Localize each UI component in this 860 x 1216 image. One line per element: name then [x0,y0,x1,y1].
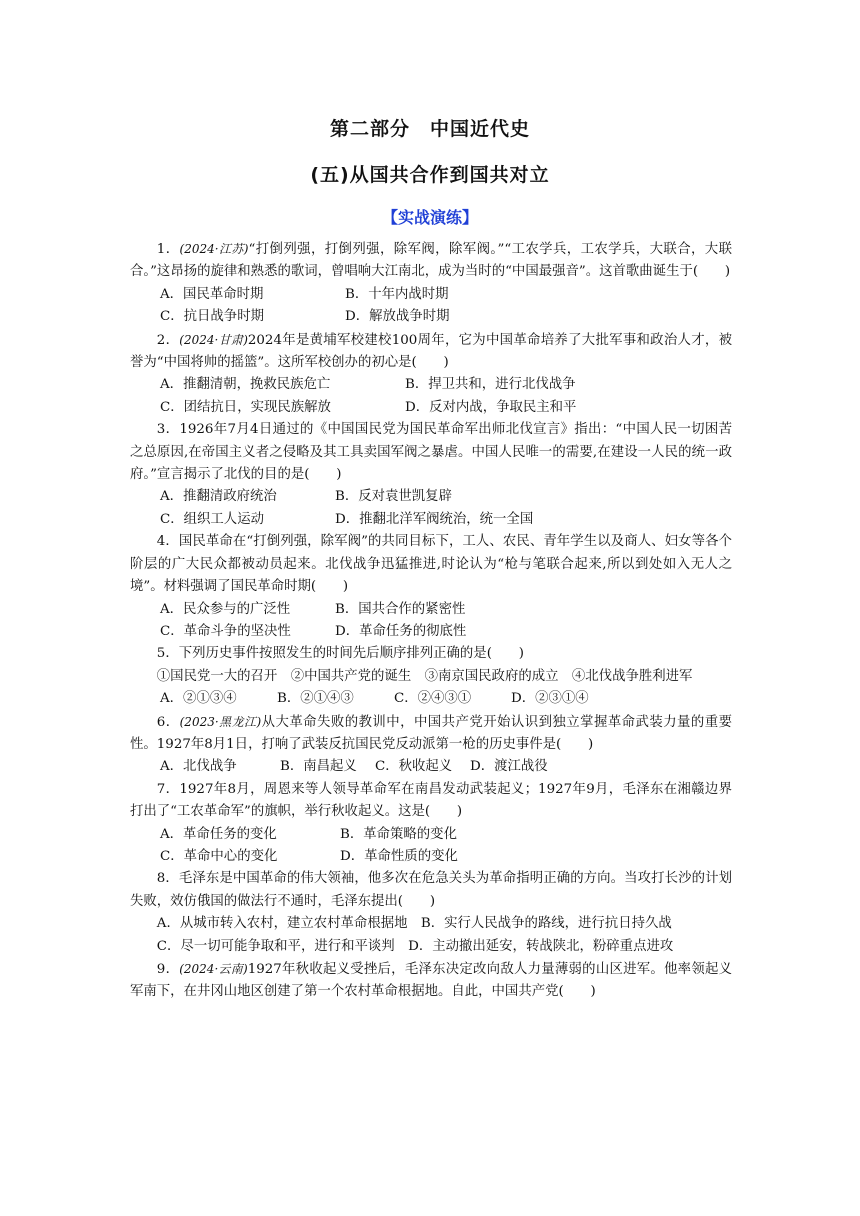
options-row [130,913,732,935]
question-1: 1．(2024·江苏)“打倒列强，打倒列强，除军阀，除军阀。”“工农学兵，工农学兵，大联合，大联合。”这昂扬的旋律和熟悉的歌词，曾唱响大江南北，成为当时的“中国最强音”。这首歌曲诞生于( ) [130,242,732,280]
options-row [130,688,732,710]
option-a: A．推翻清政府统治 [160,489,277,505]
question-4: 4．国民革命在“打倒列强，除军阀”的共同目标下，工人、农民、青年学生以及商人、妇女等各个阶层的广大民众都被动员起来。北伐战争迅猛推进,时论认为“枪与笔联合起来,所以到处如入无人之境”。材料强调了国民革命时期( ) [130,534,732,595]
options-row [130,846,732,868]
question-5: 5．下列历史事件按照发生的时间先后顺序排列正确的是( ) [156,646,524,662]
option-d: D．解放战争时期 [345,309,450,325]
option-a: A．革命任务的变化 [160,826,277,842]
section-label: 【实战演练】 [381,208,478,227]
question-source: (2024·江苏) [179,242,249,256]
option-a: A．从城市转入农村，建立农村革命根据地 [156,916,408,932]
option-d: D．主动撤出延安，转战陕北，粉碎重点进攻 [408,938,674,954]
option-d: D．推翻北洋军阀统治，统一全国 [335,511,534,527]
option-b: B．国共合作的紧密性 [335,601,466,617]
question-3: 3．1926年7月4日通过的《中国国民党为国民革命军出师北伐宣言》指出：“中国人民一切困苦之总原因,在帝国主义者之侵略及其工具卖国军阀之暴虐。中国人民唯一的需要,在建设一人民的统一政府。”宣言揭示了北伐的目的是( ) [130,422,732,483]
question-source: (2024·云南) [179,962,248,976]
option-c: C．抗日战争时期 [160,309,264,325]
options-row [130,306,732,328]
option-c: C．尽一切可能争取和平，进行和平谈判 [156,938,395,954]
options-row [130,621,732,643]
question-stem: 2024年是黄埔军校建校100周年，它为中国革命培养了大批军事和政治人才，被誉为“中国将帅的摇篮”。这所军校创办的初心是( ) [130,332,732,371]
question-items: ①国民党一大的召开 ②中国共产党的诞生 ③南京国民政府的成立 ④北伐战争胜利进军 [156,668,693,684]
question-list [130,238,732,1004]
chapter-title: (五)从国共合作到国共对立 [310,164,550,186]
option-c: C．组织工人运动 [160,511,264,527]
options-row [130,936,732,958]
part-title: 第二部分 中国近代史 [329,118,530,140]
question-stem: 从大革命失败的教训中，中国共产党开始认识到独立掌握革命武装力量的重要性。1927年8月1日，打响了武装反抗国民党反动派第一枪的历史事件是( ) [130,714,732,752]
option-a: A．推翻清朝，挽救民族危亡 [160,377,331,393]
option-b: B．实行人民战争的路线，进行抗日持久战 [420,916,672,932]
option-b: B．十年内战时期 [345,286,449,302]
option-d: D．反对内战，争取民主和平 [405,399,577,415]
option-d: D．革命性质的变化 [340,848,458,864]
question-9: 9．(2024·云南)1927年秋收起义受挫后，毛泽东决定改向敌人力量薄弱的山区进军。他率领起义军南下，在井冈山地区创建了第一个农村革命根据地。自此，中国共产党( ) [130,962,733,1000]
question-stem: 下列历史事件按照发生的时间先后顺序排列正确的是( ) [178,646,524,662]
question-7: 7．1927年8月，周恩来等人领导革命军在南昌发动武装起义；1927年9月，毛泽东在湘赣边界打出了“工农革命军”的旗帜，举行秋收起义。这是( ) [130,781,732,820]
option-c: C．②④③① [394,691,472,707]
options-row [130,509,732,531]
option-a: A．国民革命时期 [160,286,264,302]
options-row [130,374,732,396]
option-b: B．南昌起义 [280,759,357,775]
option-d: D．②③①④ [511,691,589,707]
options-row [130,599,732,621]
option-b: B．革命策略的变化 [340,826,457,842]
option-c: C．团结抗日，实现民族解放 [160,399,331,415]
option-b: B．反对袁世凯复辟 [335,489,452,505]
question-2: 2．(2024·甘肃)2024年是黄埔军校建校100周年，它为中国革命培养了大批军事和政治人才，被誉为“中国将帅的摇篮”。这所军校创办的初心是( ) [130,332,732,371]
question-stem: 国民革命在“打倒列强，除军阀”的共同目标下，工人、农民、青年学生以及商人、妇女等各个阶层的广大民众都被动员起来。北伐战争迅猛推进,时论认为“枪与笔联合起来,所以到处如入无人之境”。材料强调了国民革命时期( ) [130,534,732,595]
option-a: A．民众参与的广泛性 [160,601,291,617]
option-c: C．革命斗争的坚决性 [160,623,291,639]
option-a: A．②①③④ [160,691,237,707]
option-b: B．捍卫共和，进行北伐战争 [405,377,576,393]
question-stem: 1927年8月，周恩来等人领导革命军在南昌发动武装起义；1927年9月，毛泽东在湘赣边界打出了“工农革命军”的旗帜，举行秋收起义。这是( ) [130,781,732,820]
question-8: 8．毛泽东是中国革命的伟大领袖，他多次在危急关头为革命指明正确的方向。当攻打长沙的计划失败，效仿俄国的做法行不通时，毛泽东提出( ) [130,871,732,909]
question-6: 6．(2023·黑龙江)从大革命失败的教训中，中国共产党开始认识到独立掌握革命武装力量的重要性。1927年8月1日，打响了武装反抗国民党反动派第一枪的历史事件是( ) [130,714,732,752]
question-source: (2024·甘肃) [179,332,248,347]
question-stem: 毛泽东是中国革命的伟大领袖，他多次在危急关头为革命指明正确的方向。当攻打长沙的计划失败，效仿俄国的做法行不通时，毛泽东提出( ) [130,871,732,909]
option-b: B．②①④③ [277,691,354,707]
options-row [130,397,732,419]
question-stem: “打倒列强，打倒列强，除军阀，除军阀。”“工农学兵，工农学兵，大联合，大联合。”这昂扬的旋律和熟悉的歌词，曾唱响大江南北，成为当时的“中国最强音”。这首歌曲诞生于( ) [130,242,732,280]
option-c: C．秋收起义 [375,759,453,775]
options-row [130,486,732,508]
options-row [130,824,732,846]
question-stem: 1927年秋收起义受挫后，毛泽东决定改向敌人力量薄弱的山区进军。他率领起义军南下，在井冈山地区创建了第一个农村革命根据地。自此，中国共产党( ) [130,962,733,1000]
question-stem: 1926年7月4日通过的《中国国民党为国民革命军出师北伐宣言》指出：“中国人民一切困苦之总原因,在帝国主义者之侵略及其工具卖国军阀之暴虐。中国人民唯一的需要,在建设一人民的统一政府。”宣言揭示了北伐的目的是( ) [130,422,732,483]
option-d: D．革命任务的彻底性 [335,623,467,639]
options-row [130,756,732,778]
option-d: D．渡江战役 [470,759,548,775]
option-c: C．革命中心的变化 [160,848,278,864]
options-row [130,284,732,306]
option-a: A．北伐战争 [160,759,237,775]
question-source: (2023·黑龙江) [179,714,262,729]
